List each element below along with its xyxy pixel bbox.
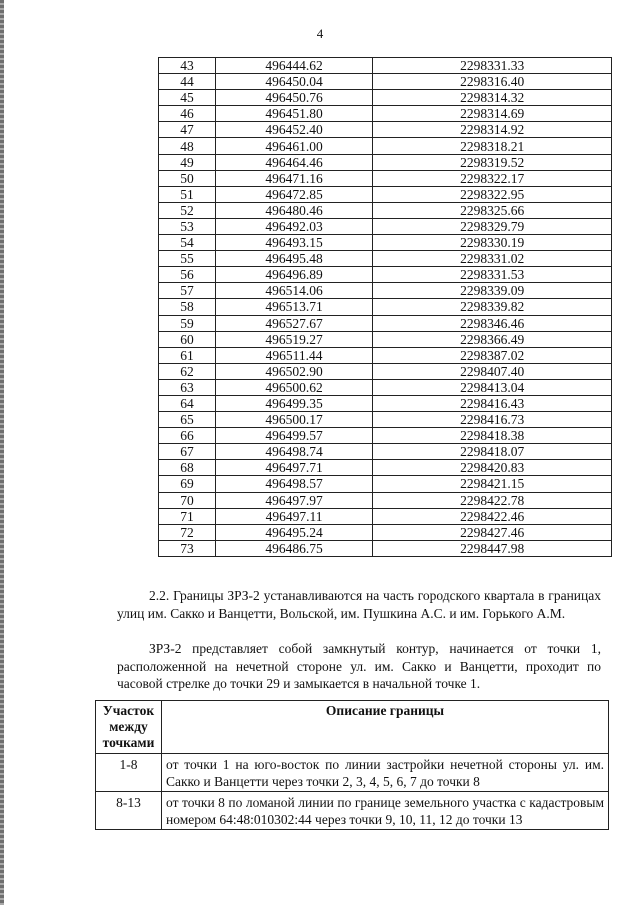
- coord-x: 496480.46: [215, 202, 372, 218]
- scan-edge: [0, 0, 4, 905]
- table-row: [159, 492, 612, 508]
- point-number: 71: [159, 508, 216, 524]
- coord-y: 2298420.83: [373, 460, 612, 476]
- table-row: [159, 412, 612, 428]
- table-row: [159, 508, 612, 524]
- coord-y: 2298447.98: [373, 540, 612, 556]
- point-number: 51: [159, 186, 216, 202]
- coord-x: 496444.62: [215, 58, 372, 74]
- boundary-description-table: [95, 700, 609, 830]
- coord-y: 2298421.15: [373, 476, 612, 492]
- table-row: [159, 476, 612, 492]
- segment-cell: [96, 754, 162, 792]
- table-row: [159, 202, 612, 218]
- point-number: 45: [159, 90, 216, 106]
- table-row: [159, 540, 612, 556]
- coord-y: 2298329.79: [373, 218, 612, 234]
- table-row: [159, 106, 612, 122]
- coord-y: 2298318.21: [373, 138, 612, 154]
- coord-y: 2298322.17: [373, 170, 612, 186]
- coord-x: 496511.44: [215, 347, 372, 363]
- coord-x: 496452.40: [215, 122, 372, 138]
- table-row: [159, 138, 612, 154]
- coord-y: 2298413.04: [373, 379, 612, 395]
- table-row: [159, 122, 612, 138]
- point-number: 52: [159, 202, 216, 218]
- coord-y: 2298416.73: [373, 412, 612, 428]
- coord-y: 2298331.33: [373, 58, 612, 74]
- point-number: 72: [159, 524, 216, 540]
- coord-x: 496498.57: [215, 476, 372, 492]
- point-number: 63: [159, 379, 216, 395]
- point-number: 53: [159, 218, 216, 234]
- point-number: 69: [159, 476, 216, 492]
- coord-y: 2298387.02: [373, 347, 612, 363]
- table-row: [159, 315, 612, 331]
- coord-x: 496497.11: [215, 508, 372, 524]
- point-number: 59: [159, 315, 216, 331]
- table-row: [159, 154, 612, 170]
- point-number: 43: [159, 58, 216, 74]
- coordinates-table: [158, 57, 612, 557]
- description-cell: [162, 792, 609, 830]
- coord-y: 2298314.32: [373, 90, 612, 106]
- table-row: [159, 218, 612, 234]
- coord-x: 496497.71: [215, 460, 372, 476]
- table-row: [159, 235, 612, 251]
- coord-x: 496464.46: [215, 154, 372, 170]
- page-number: 4: [316, 26, 324, 41]
- coord-x: 496495.48: [215, 251, 372, 267]
- coord-y: 2298314.92: [373, 122, 612, 138]
- coord-y: 2298319.52: [373, 154, 612, 170]
- description-text: от точки 8 по ломаной линии по границе земельного участка с кадастровым номером 64:48:010302:44 через точки 9, 10, 11, 12 до точки 13: [166, 795, 604, 827]
- segment-label: 1-8: [119, 757, 138, 772]
- table-row: [159, 58, 612, 74]
- point-number: 57: [159, 283, 216, 299]
- coord-y: 2298407.40: [373, 363, 612, 379]
- coord-x: 496519.27: [215, 331, 372, 347]
- coord-x: 496492.03: [215, 218, 372, 234]
- table-row: [159, 460, 612, 476]
- header-description-label: Описание границы: [325, 703, 445, 718]
- point-number: 55: [159, 251, 216, 267]
- segment-label: 8-13: [116, 795, 141, 810]
- point-number: 54: [159, 235, 216, 251]
- coord-y: 2298314.69: [373, 106, 612, 122]
- point-number: 73: [159, 540, 216, 556]
- point-number: 61: [159, 347, 216, 363]
- point-number: 44: [159, 74, 216, 90]
- description-text: от точки 1 на юго-восток по линии застройки нечетной стороны ул. им. Сакко и Ванцетти через точки 2, 3, 4, 5, 6, 7 до точки 8: [166, 757, 604, 789]
- coord-x: 496499.57: [215, 428, 372, 444]
- coord-y: 2298427.46: [373, 524, 612, 540]
- table-row: [159, 524, 612, 540]
- coord-x: 496493.15: [215, 235, 372, 251]
- table-row: [159, 170, 612, 186]
- coord-y: 2298418.38: [373, 428, 612, 444]
- header-description: [162, 701, 609, 754]
- coord-x: 496495.24: [215, 524, 372, 540]
- point-number: 68: [159, 460, 216, 476]
- paragraph-zrz2-contour: ЗРЗ-2 представляет собой замкнутый контур, начинается от точки 1, расположенной на нечетной стороне ул. им. Сакко и Ванцетти, проходит по часовой стрелке до точки 29 и замыкается в начальной точке 1.: [117, 641, 601, 691]
- point-number: 62: [159, 363, 216, 379]
- coord-x: 496471.16: [215, 170, 372, 186]
- point-number: 48: [159, 138, 216, 154]
- coord-x: 496496.89: [215, 267, 372, 283]
- table-row: [159, 267, 612, 283]
- coord-y: 2298422.78: [373, 492, 612, 508]
- coord-x: 496497.97: [215, 492, 372, 508]
- table-row: [159, 283, 612, 299]
- table-row: [159, 299, 612, 315]
- point-number: 65: [159, 412, 216, 428]
- coord-y: 2298331.02: [373, 251, 612, 267]
- paragraph-zrz2-boundaries: 2.2. Границы ЗРЗ-2 устанавливаются на часть городского квартала в границах улиц им. Сакко и Ванцетти, Вольской, им. Пушкина А.С. и им. Горького А.М.: [117, 588, 601, 621]
- coord-x: 496498.74: [215, 444, 372, 460]
- coord-x: 496451.80: [215, 106, 372, 122]
- coord-y: 2298346.46: [373, 315, 612, 331]
- point-number: 47: [159, 122, 216, 138]
- point-number: 64: [159, 395, 216, 411]
- point-number: 60: [159, 331, 216, 347]
- coord-x: 496472.85: [215, 186, 372, 202]
- coord-x: 496450.04: [215, 74, 372, 90]
- coord-x: 496500.17: [215, 412, 372, 428]
- point-number: 56: [159, 267, 216, 283]
- coord-y: 2298422.46: [373, 508, 612, 524]
- coord-x: 496499.35: [215, 395, 372, 411]
- coord-x: 496513.71: [215, 299, 372, 315]
- coord-y: 2298418.07: [373, 444, 612, 460]
- table-row: [159, 428, 612, 444]
- point-number: 50: [159, 170, 216, 186]
- header-segment: Участок между точками: [96, 701, 162, 754]
- point-number: 46: [159, 106, 216, 122]
- coord-x: 496502.90: [215, 363, 372, 379]
- description-cell: [162, 754, 609, 792]
- segment-cell: [96, 792, 162, 830]
- table-row: [159, 331, 612, 347]
- coord-y: 2298325.66: [373, 202, 612, 218]
- table-row: [159, 363, 612, 379]
- coord-y: 2298330.19: [373, 235, 612, 251]
- point-number: 49: [159, 154, 216, 170]
- table-row: [159, 74, 612, 90]
- table-row: [159, 379, 612, 395]
- table-row: [159, 251, 612, 267]
- coord-y: 2298416.43: [373, 395, 612, 411]
- point-number: 70: [159, 492, 216, 508]
- coord-y: 2298339.82: [373, 299, 612, 315]
- coord-y: 2298339.09: [373, 283, 612, 299]
- coord-x: 496500.62: [215, 379, 372, 395]
- table-row: [159, 90, 612, 106]
- table-row: [159, 186, 612, 202]
- coord-x: 496461.00: [215, 138, 372, 154]
- point-number: 67: [159, 444, 216, 460]
- coord-x: 496514.06: [215, 283, 372, 299]
- table-row: [96, 792, 609, 830]
- point-number: 66: [159, 428, 216, 444]
- point-number: 58: [159, 299, 216, 315]
- table-row: [159, 444, 612, 460]
- coord-y: 2298322.95: [373, 186, 612, 202]
- coord-x: 496450.76: [215, 90, 372, 106]
- coord-y: 2298316.40: [373, 74, 612, 90]
- coord-y: 2298331.53: [373, 267, 612, 283]
- table-row: [159, 347, 612, 363]
- table-row: [159, 395, 612, 411]
- coord-x: 496486.75: [215, 540, 372, 556]
- table-row: [96, 754, 609, 792]
- coord-y: 2298366.49: [373, 331, 612, 347]
- coord-x: 496527.67: [215, 315, 372, 331]
